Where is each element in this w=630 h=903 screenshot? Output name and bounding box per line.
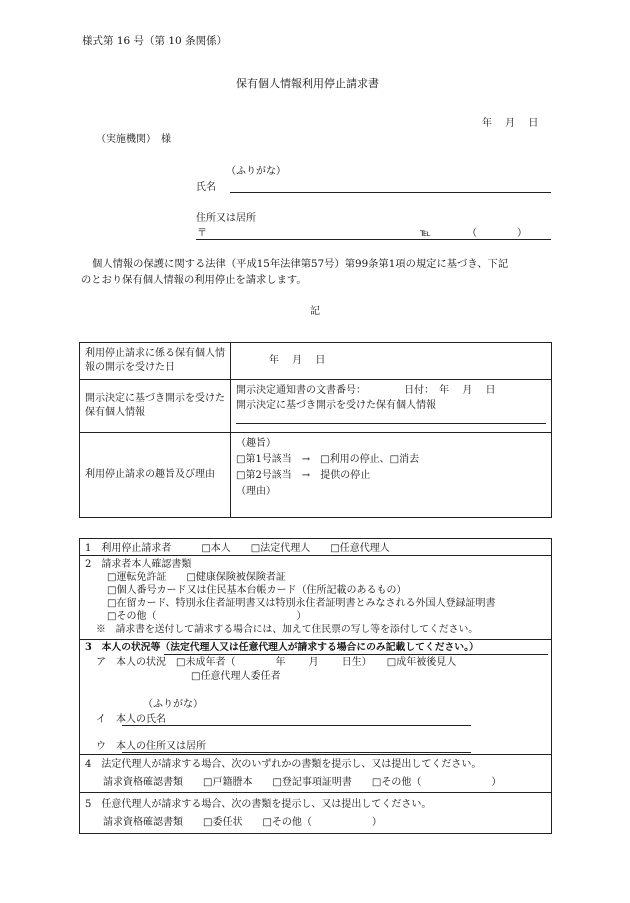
id-docs-heading: 2 請求者本人確認書類 [85,559,192,570]
address-label: 住所又は居所 [196,213,256,224]
id-doc-option[interactable]: □在留カード、特別永住者証明書又は特別永住者証明書とみなされる外国人登録証明書 [107,598,496,609]
person-name-label: イ 本人の氏名 [96,714,166,725]
person-status-heading: 3 本人の状況等（法定代理人又は任意代理人が請求する場合にのみ記載してください。） [85,642,479,653]
requester-type-line[interactable]: 1 利用停止請求者 □本人 □法定代理人 □任意代理人 [85,543,390,554]
page-title: 保有個人情報利用停止請求書 [236,77,379,90]
address-field[interactable] [196,239,551,240]
disclosed-info-label: 開示決定に基づき開示を受けた保有個人情報 [80,380,231,433]
tel-icon: ℡ [420,228,431,239]
furigana-label: （ふりがな） [226,166,286,177]
voluntary-proxy-docs[interactable]: 請求資格確認書類 □委任状 □その他（ ） [103,817,382,828]
voluntary-proxy-instruction: 5 任意代理人が請求する場合、次の書類を提示し、又は提出してください。 [85,799,432,810]
purpose-reason-label: 利用停止請求の趣旨及び理由 [80,433,231,518]
person-status-line[interactable]: ア 本人の状況 □未成年者（ 年 月 日生） □成年被後見人 [96,657,457,668]
proxy-principal-option[interactable]: □任意代理人委任者 [191,671,281,682]
tel-parentheses: （ ） [467,228,527,239]
purpose-heading: （趣旨） [236,438,276,449]
person-address-label: ウ 本人の住所又は居所 [96,741,206,752]
section-2 [80,556,551,640]
requester-info-box [79,538,552,834]
person-furigana-label: （ふりがな） [143,699,203,710]
id-docs-note: ※ 請求書を送付して請求する場合には、加えて住民票の写し等を添付してください。 [96,624,479,635]
item1-checkbox-line[interactable]: □第1号該当 → □利用の停止、□消去 [236,454,420,465]
postal-mark: 〒 [197,228,207,239]
person-name-field[interactable] [122,725,471,726]
name-label: 氏名 [196,182,216,193]
id-doc-option[interactable]: □運転免許証 □健康保険被保険者証 [107,572,286,583]
disclosed-info-line: 開示決定に基づき開示を受けた保有個人情報 [236,399,436,411]
name-field[interactable] [230,192,551,193]
date-line: 年 月 日 [482,118,539,129]
intro-line-1: 個人情報の保護に関する法律（平成15年法律第57号）第99条第1項の規定に基づき、下記 [92,258,509,270]
table-row [80,380,552,433]
purpose-reason-cell[interactable] [231,433,552,518]
legal-proxy-docs[interactable]: 請求資格確認書類 □戸籍謄本 □登記事項証明書 □その他（ ） [103,777,502,788]
document-number-line: 開示決定通知書の文書番号： 日付： 年 月 日 [236,385,496,396]
form-number: 様式第 16 号（第 10 条関係） [82,35,228,47]
legal-proxy-instruction: 4 法定代理人が請求する場合、次のいずれかの書類を提示し、又は提出してください。 [85,759,482,770]
section-3 [80,640,551,755]
ki-mark: 記 [310,306,320,317]
table-row [80,343,552,380]
disclosed-info-cell[interactable] [231,380,552,433]
person-address-field[interactable] [122,752,471,753]
id-doc-option[interactable]: □その他（ ） [107,611,307,622]
table-row [80,433,552,518]
section-1 [80,539,551,556]
request-details-table [79,342,552,518]
id-doc-option[interactable]: □個人番号カード又は住民基本台帳カード（住所記載のあるもの） [107,585,407,596]
reason-heading: （理由） [236,486,276,497]
addressee: （実施機関） 様 [96,134,171,145]
item2-checkbox-line[interactable]: □第2号該当 → 提供の停止 [236,470,371,481]
section-4 [80,755,551,793]
disclosure-date-value[interactable]: 年 月 日 [231,343,552,380]
section-5 [80,793,551,833]
disclosed-info-underline [236,423,546,424]
person-status-heading-underline [164,654,548,655]
intro-line-2: のとおり保有個人情報の利用停止を請求します。 [81,274,307,286]
disclosure-date-label: 利用停止請求に係る保有個人情報の開示を受けた日 [80,343,231,380]
